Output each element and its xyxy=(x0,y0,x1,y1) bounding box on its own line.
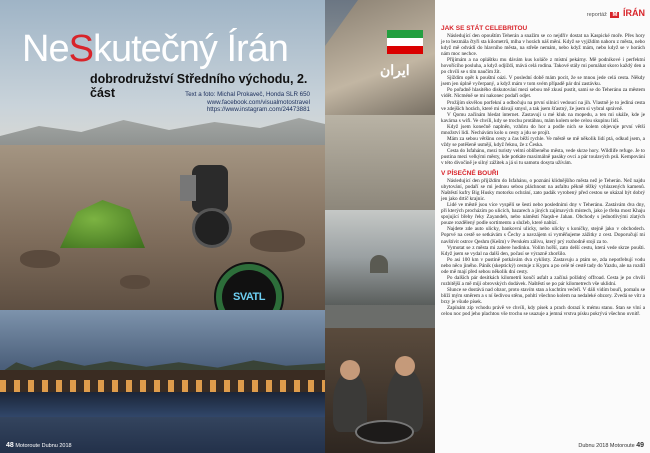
paragraph: Následující den opouštím Teherán a snažím se co nejdřív dostat na Kaspické moře. Přes hory je to bezmála čtyři sta kilometrů, mlha v horách náš mění. Když se vyjíždím nahoru z města, nebo když mě odvádí do hlavního města, na střeše nemám, nebo když mám, nebo když se v horách nám moc nechce. xyxy=(441,33,645,58)
magazine-name: Motoroute xyxy=(15,443,41,449)
paragraph: Slunce se dostává nad obzor, proto stavím stan a kuchtím večeři. V dáli vidím bouři, pomalu se blíží mým směrem a s ní šedivou stěnu, pohltí všechno kolem na nedaleké obzory. Zvedá se vítr a brzy je všude písek. xyxy=(441,286,645,305)
paragraph: Přijímám a na opláštku mu dávám kus koláče z místní pekárny. Mě podnikové i perfektní hovořícího posluha, a když odjíždí, mává celá rodina. Takové stály mi pomáhat skoro každý den a po chvíli se s tím naučím žít. xyxy=(441,57,645,76)
article-text xyxy=(441,8,645,317)
paragraph: Zapínám zip vchodu právě ve chvíli, kdy písek a prach dorazí k mému stanu. Stan se vlní a celou noc pod jeho plachtou vše trochu se usazuje a jemná vrstva písku pokrývá všechno uvnitř. xyxy=(441,305,645,318)
arabic-iran-text: ايران xyxy=(380,62,410,78)
bridge-arches xyxy=(0,380,325,392)
paragraph: Sjíždím opět k pouštní oázi. V poslední době mám pocit, že se mnou jede celá cesta. Někdy jsem jen úplně vyčerpaný, a když mám v tom svém případě pár dní zastávku. xyxy=(441,75,645,88)
paragraph: Prožijím skvělou porfekní a odbočuju na první silnici vedoucí na jih. Vlastně je to jediná cesta ve zdejších horách, které mi dávají smysl, a tak jsem šťastný, že jsem si vybral správně. xyxy=(441,99,645,112)
page-number: 48 xyxy=(6,442,14,449)
right-page xyxy=(325,0,650,453)
magazine-name: Dubnu 2018 Motoroute xyxy=(578,443,635,449)
badge-text: SVATL xyxy=(233,291,265,303)
paragraph: V Qomu začínám hledat internet. Zastavuji u mé kluk na mopedu, a ten mi ukáže, kde je kavárna s wifi. Ve chvíli, kdy se trochu protáhnu, mám kolem sebe celou skupinu lidí. xyxy=(441,111,645,124)
magazine-logo-icon: M xyxy=(612,12,618,18)
person-head xyxy=(395,356,415,376)
section-header xyxy=(441,8,645,18)
motorcycle-body xyxy=(192,165,228,213)
photo-column xyxy=(325,0,435,453)
paragraph: Lidé ve městě jsou více vyspělí se šesti nebo posledními dny v Teheránu. Zastávám dva dny, při kterých procházím po ulicích, bazarech a jiných zajímavých místech, jako je třeba most Khaju spojující břehy řeky Zayandeh, nebo náměstí Naqsh-e Jahan. Obchody s jednotlivými zlatých pouze rozdělený podle sortimentu a služeb, které nabízí. xyxy=(441,202,645,227)
dome-silhouette xyxy=(370,255,388,273)
section-heading: JAK SE STÁT CELEBRITOU xyxy=(441,25,528,32)
paragraph: Po pořadně hlasitého diskutování mezi sebou mě zkusí pustit, sami se do Teheránu za městem vidět. Nicméně se mi nakonec podaří odjet. xyxy=(441,87,645,100)
paragraph: Najdete zde auto ulicky, bankovní ulicky, nebo ulicky s koníčky, stejně jako v obchodech. Poprvé na cestě se setkávám s Čechy a navzájem si vyměňujeme zážitky z cest. Doporučují mi navštívit ostrov Qeshm (Kešm) v Perském zálivu, který prý rozhodně stojí za to. xyxy=(441,226,645,245)
instagram-link[interactable]: https://www.instagram.com/24473881 xyxy=(206,106,310,114)
article-subtitle: dobrodružství Středního východu, 2. část xyxy=(90,72,308,100)
iran-flag-icon xyxy=(387,30,423,54)
person-head xyxy=(340,360,360,380)
paragraph: Mám za sebou většinu cesty a čas běží rychle. Ve městě se mě několik lidí ptá, odkud jsem, a vždy se potěšeně usmějí, když řeknu, že z Česka. xyxy=(441,135,645,148)
left-footer xyxy=(6,442,72,449)
facebook-link[interactable]: www.facebook.com/visualmotostravel xyxy=(207,98,310,106)
issue-date: Dubnu 2018 xyxy=(41,443,72,449)
header-label: reportáž xyxy=(586,12,607,18)
right-footer xyxy=(578,442,644,449)
paragraph: Po dalších pár desítkách kilometrů končí asfalt a začíná pořádný offroad. Cesta je po chvíli rozbitější a mě míjí obrovských dodávek. Naštěstí se po pár kilometrech vše uklidní. xyxy=(441,274,645,287)
cooking-pan xyxy=(355,420,414,444)
rock xyxy=(120,275,150,289)
motorcycle-pannier xyxy=(180,175,196,201)
rock xyxy=(20,250,60,268)
paragraph: Cesta do Isfahánu, mezi turisty velmi oblíbeného města, vede skrze hory. Wildlife refuge. Je to pustina mezi velkými městy, kde potkáte maximálně pasáky ovcí a pár toulavých psů. Kempování v této divočině je silný zážitek a já si tu samotu dosyta užívám. xyxy=(441,147,645,166)
page-number: 49 xyxy=(636,442,644,449)
paragraph: Vymotat se z města mi zabere hodinku. Volím hořší, zato delší cestu, která vede skrze poušti. Když jsem se vydal na další den, počasí se výrazně zhoršilo. xyxy=(441,244,645,257)
motorcycle xyxy=(180,160,240,245)
paragraph: Když jsem konečně naplněn, vzhůru do hor a podle nich se kolem objevuje první větší množství lidí. Nechávám kolo u cesty a jdu se projít. xyxy=(441,123,645,136)
sandstorm-photo xyxy=(325,305,435,328)
paragraph: Následující den přijíždím do Isfahánu, o poznání klidnějšího města než je Teherán. Než najdu ubytování, podaří se mi jednou sebou pláchnout na asfaltu pěkně těžký vyhlazených kamenů. Naštěstí kufry Big Husky motorku ochrání, zato padák vyrobený před cestou se ukázal být dobrý jen jako drtič krajnic. xyxy=(441,178,645,203)
section-title: ÍRÁN xyxy=(623,8,645,18)
credit-line: Text a foto: Michal Prokaveč, Honda SLR 650 xyxy=(185,91,310,98)
bridge-reflection xyxy=(0,392,325,417)
photo-credits xyxy=(150,91,310,114)
rock xyxy=(250,230,305,252)
article-title: NeSkutečný Írán xyxy=(22,28,288,70)
section-heading: V PÍSEČNÉ BOUŘI xyxy=(441,170,499,178)
desert-road-photo xyxy=(325,115,435,210)
paragraph: Po asi 100 km v pustině potkávám dva cyklisty. Zastavuju a ptám se, zda nepotřebují vodu nebo něco jiného. Pánik (skeptický) cestuje z Kypru a po celé té cestě tady do Yazdu, ale na rozdíl ode mě mají před sebou několik dní cesty. xyxy=(441,256,645,275)
motorcycle-wheel xyxy=(192,208,232,248)
